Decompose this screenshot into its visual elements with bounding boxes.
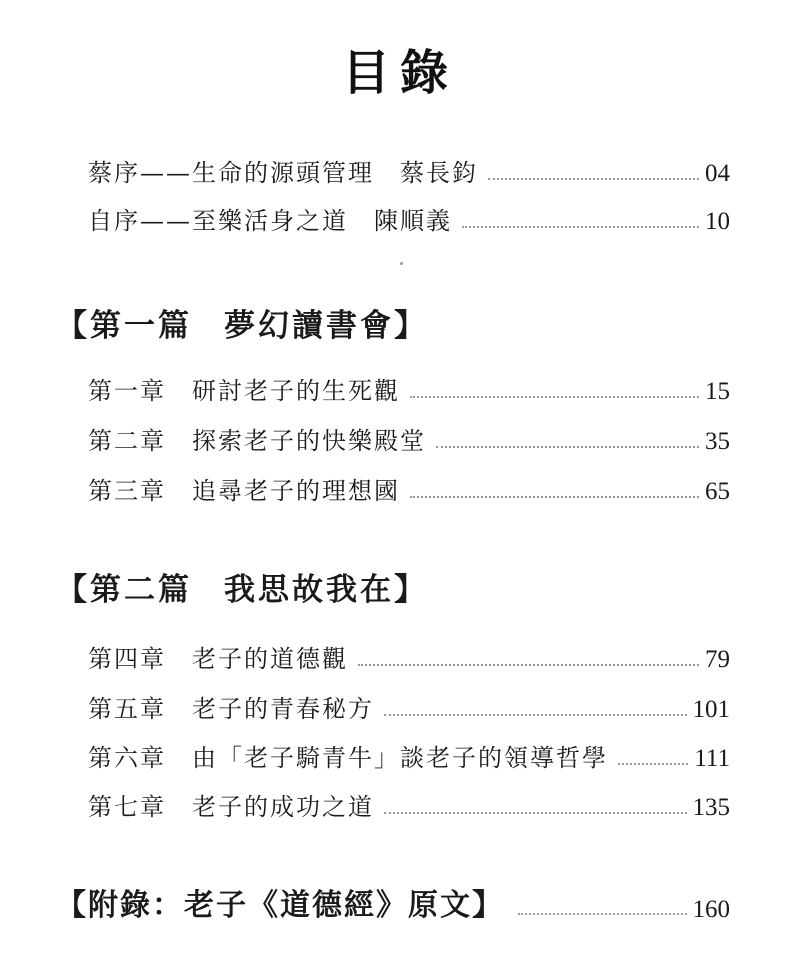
- part-name: 夢幻讀書會】: [224, 308, 428, 344]
- toc-entry-chapter-1[interactable]: [88, 370, 730, 406]
- chapter-number: 第六章: [88, 744, 166, 772]
- toc-entry-label: [88, 153, 478, 188]
- part-heading-1: [56, 300, 428, 345]
- toc-entry-preface-cai[interactable]: [88, 152, 730, 188]
- chapter-number: 第一章: [88, 377, 166, 405]
- toc-entry-chapter-3[interactable]: [88, 470, 730, 506]
- chapter-number: 第四章: [88, 645, 166, 673]
- chapter-title: 探索老子的快樂殿堂: [192, 427, 426, 455]
- toc-entry-label: [88, 738, 608, 773]
- appendix-title: 【附錄：老子《道德經》原文】: [56, 888, 504, 923]
- page-number: 101: [692, 696, 730, 723]
- chapter-title: 老子的成功之道: [192, 793, 374, 821]
- toc-entry-label: [88, 787, 374, 822]
- toc-entry-chapter-7[interactable]: [88, 786, 730, 822]
- chapter-title: 老子的道德觀: [192, 645, 348, 673]
- toc-entry-label: [88, 201, 452, 236]
- page-number: 04: [705, 160, 730, 187]
- page-number: 15: [705, 378, 730, 405]
- page-number: 10: [705, 208, 730, 235]
- part-name: 我思故我在】: [224, 572, 428, 608]
- chapter-number: 第二章: [88, 427, 166, 455]
- toc-entry-label: [88, 471, 400, 506]
- page-number: 79: [705, 646, 730, 673]
- page-number: 111: [694, 745, 730, 772]
- dot-leader: [488, 178, 699, 180]
- dot-leader: [410, 396, 699, 398]
- toc-entry-appendix[interactable]: [56, 884, 730, 924]
- toc-entry-chapter-4[interactable]: [88, 638, 730, 674]
- toc-entry-chapter-2[interactable]: [88, 420, 730, 456]
- toc-entry-title: 自序——至樂活身之道: [88, 207, 348, 235]
- toc-entry-preface-self[interactable]: [88, 200, 730, 236]
- chapter-title: 研討老子的生死觀: [192, 377, 400, 405]
- chapter-title: 追尋老子的理想國: [192, 477, 400, 505]
- toc-entry-label: [88, 421, 426, 456]
- toc-entry-author: 陳順義: [374, 207, 452, 235]
- page-number: 135: [692, 794, 730, 821]
- dot-leader: [462, 226, 699, 228]
- chapter-number: 第三章: [88, 477, 166, 505]
- dot-leader: [436, 446, 699, 448]
- part-number: 【第一篇: [56, 308, 192, 344]
- page-number: 160: [692, 896, 730, 923]
- toc-entry-title: 蔡序——生命的源頭管理: [88, 159, 374, 187]
- page-number: 65: [705, 478, 730, 505]
- part-heading-2: [56, 564, 428, 609]
- dot-leader: [384, 812, 687, 814]
- dot-leader: [518, 913, 687, 915]
- toc-entry-chapter-6[interactable]: [88, 737, 730, 773]
- toc-entry-author: 蔡長鈞: [400, 159, 478, 187]
- chapter-title: 老子的青春秘方: [192, 695, 374, 723]
- chapter-number: 第五章: [88, 695, 166, 723]
- chapter-number: 第七章: [88, 793, 166, 821]
- toc-entry-label: [88, 689, 374, 724]
- dot-leader: [410, 496, 699, 498]
- chapter-title: 由「老子騎青牛」談老子的領導哲學: [192, 744, 608, 772]
- toc-entry-label: [88, 371, 400, 406]
- toc-entry-chapter-5[interactable]: [88, 688, 730, 724]
- page-title: 目錄: [341, 45, 458, 101]
- print-speck: [400, 262, 403, 265]
- part-number: 【第二篇: [56, 572, 192, 608]
- dot-leader: [618, 763, 688, 765]
- dot-leader: [384, 714, 687, 716]
- dot-leader: [358, 664, 699, 666]
- page-number: 35: [705, 428, 730, 455]
- toc-entry-label: [88, 639, 348, 674]
